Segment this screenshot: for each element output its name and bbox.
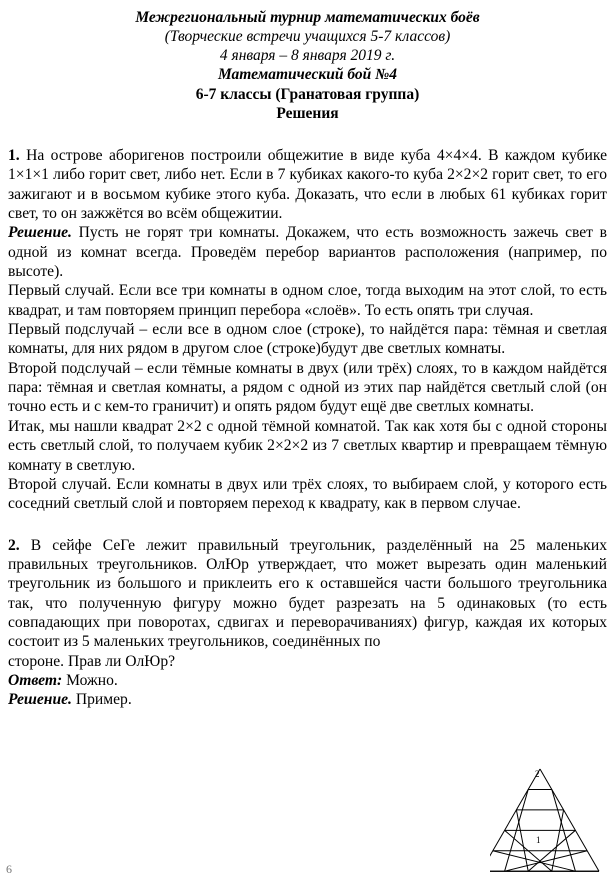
battle-title: Математический бой №4 <box>217 66 398 83</box>
problem-2-statement-tail: стороне. Прав ли ОлЮр? <box>8 652 176 670</box>
figure-label-1: 1 <box>536 835 541 845</box>
grid-line <box>540 769 599 871</box>
problem-2-number: 2. <box>8 536 20 554</box>
problem-2-solution: Решение. Пример. <box>8 691 132 709</box>
grid-line <box>552 810 564 871</box>
problem-2-statement: 2. В сейфе СеГе лежит правильный треугольник, разделённый на 25 маленьких правильных треугольников. ОлЮр утверждает, что может вырезать один маленький треугольник из большого и приклеить его к оставшейся части большого треугольника так, что полученную фигуру можно будет разрезать на 5 одинаковых (то есть совпадающих при поворотах, сдвигах и переворачиваниях) фигур, каждая их которых состоит из 5 маленьких треугольников, соединённых по <box>8 536 607 651</box>
page-number: 6 <box>6 862 12 876</box>
solutions-heading: Решения <box>276 105 339 122</box>
tournament-subtitle: (Творческие встречи учащихся 5-7 классов) <box>164 28 451 45</box>
solution-label: Решение. <box>8 224 72 242</box>
tournament-dates: 4 января – 8 января 2019 г. <box>219 47 396 64</box>
solution-label-2: Решение. <box>8 691 72 709</box>
problem-1-subcase-2: Второй подслучай – если тёмные комнаты в двух (или трёх) слоях, то в каждом найдётся пара: тёмная и светлая комнаты, а рядом с одной из этих пар найдётся светлый слой (он точно есть и с кем-то граничит) и опять рядом будут ещё две светлых комнаты. <box>8 359 607 416</box>
problem-2-answer: Ответ: Можно. <box>8 671 118 689</box>
figure-label-2: 2 <box>535 769 540 779</box>
grid-line <box>516 810 528 871</box>
answer-label: Ответ: <box>8 671 63 689</box>
triangle-figure <box>490 765 612 876</box>
problem-1-statement: 1. На острове аборигенов построили общежитие в виде куба 4×4×4. В каждом кубике 1×1×1 либо горит свет, либо нет. Если в 7 кубиках какого-то куба 2×2×2 горит свет, то его зажигают и в восьмом кубике этого куба. Доказать, что если в любых 61 кубиках горит свет, то он зажжётся во всём общежитии. <box>8 147 607 223</box>
problem-1-case-1: Первый случай. Если все три комнаты в одном слое, тогда выходим на этот слой, то есть квадрат, и там повторяем принцип перебора «слоёв». То есть опять три случая. <box>8 282 607 319</box>
problem-1-solution: Решение. Пусть не горят три комнаты. Докажем, что есть возможность зажечь свет в одной из комнат всегда. Проведём перебор вариантов расположения (например, по высоте). <box>8 224 608 281</box>
problem-1-conclusion: Итак, мы нашли квадрат 2×2 с одной тёмной комнатой. Так как хотя бы с одной стороны есть светлый слой, то получаем кубик 2×2×2 из 7 светлых квартир и превращаем тёмную комнату в светлую. <box>8 417 607 474</box>
group-title: 6-7 классы (Гранатовая группа) <box>195 86 420 103</box>
problem-1-case-2: Второй случай. Если комнаты в двух или трёх слоях, то выбираем слой, у которого есть соседний светлый слой и повторяем переход к квадрату, как в первом случае. <box>8 475 607 513</box>
problem-1-number: 1. <box>8 147 20 164</box>
tournament-title: Межрегиональный турнир математических боёв <box>135 9 480 26</box>
problem-1-subcase-1: Первый подслучай – если все в одном слое (строке), то найдётся пара: тёмная и светлая комнаты, для них рядом в другом слое (строке)будут две светлых комнаты. <box>8 321 607 358</box>
document-body <box>8 146 607 710</box>
